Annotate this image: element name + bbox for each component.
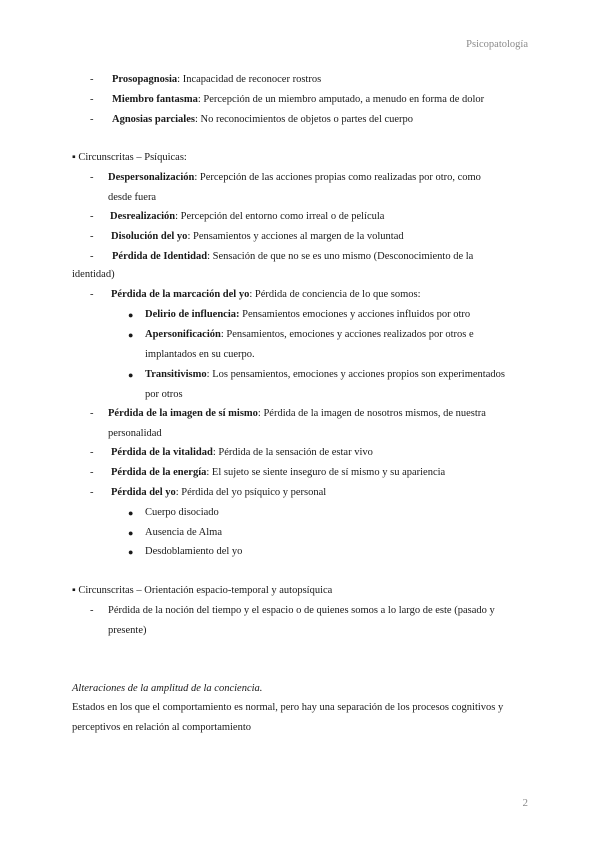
- dash-marker: -: [90, 467, 94, 478]
- list-item-text: [112, 93, 484, 107]
- list-item-text: [110, 210, 384, 224]
- dash-marker: -: [90, 74, 94, 85]
- sub-list-item-text: [145, 308, 470, 322]
- list-item-text: [112, 113, 413, 127]
- term-desc: : Pérdida de conciencia de lo que somos:: [249, 289, 421, 300]
- term: Pérdida de la vitalidad: [111, 447, 213, 458]
- term-desc: : Percepción de un miembro amputado, a menudo en forma de dolor: [197, 94, 485, 105]
- dash-marker: -: [90, 172, 94, 183]
- term: Apersonificación: [145, 329, 221, 340]
- section-heading-psiquicas: ▪ Circunscritas – Psíquicas:: [72, 152, 187, 163]
- term: Despersonalización: [108, 172, 195, 183]
- dash-marker: -: [90, 211, 94, 222]
- term: Disolución del yo: [111, 231, 188, 242]
- dash-marker: -: [90, 94, 94, 105]
- term-desc: : Incapacidad de reconocer rostros: [177, 74, 322, 85]
- list-item-continuation: identidad): [72, 269, 115, 280]
- list-item-text: [108, 407, 486, 421]
- term-desc: : El sujeto se siente inseguro de sí mismo y su apariencia: [206, 467, 446, 478]
- term: Pérdida del yo: [111, 487, 176, 498]
- bullet-marker: ●: [128, 310, 134, 320]
- list-item-text: [112, 250, 473, 264]
- term: Miembro fantasma: [112, 94, 198, 105]
- sub-list-item-text: Ausencia de Alma: [145, 527, 222, 538]
- term: Prosopagnosia: [112, 74, 178, 85]
- bullet-marker: ●: [128, 370, 134, 380]
- list-item-text: [111, 288, 421, 302]
- dash-marker: -: [90, 289, 94, 300]
- paragraph-line: perceptivos en relación al comportamiento: [72, 722, 252, 733]
- term-desc: : Pérdida de la imagen de nosotros mismos, de nuestra: [257, 408, 486, 419]
- dash-marker: -: [90, 231, 94, 242]
- dash-marker: -: [90, 605, 94, 616]
- dash-marker: -: [90, 408, 94, 419]
- dash-marker: -: [90, 487, 94, 498]
- dash-marker: -: [90, 251, 94, 262]
- list-item-continuation: por otros: [145, 389, 183, 400]
- term: Pérdida de la energía: [111, 467, 207, 478]
- list-item-text: [112, 73, 321, 87]
- list-item-continuation: implantados en su cuerpo.: [145, 349, 255, 360]
- term-desc: : No reconocimientos de objetos o partes del cuerpo: [194, 114, 414, 125]
- list-item-text: [111, 486, 326, 500]
- sub-list-item-text: [145, 328, 474, 342]
- term: Agnosias parciales: [112, 114, 195, 125]
- term-desc: : Pérdida de la sensación de estar vivo: [212, 447, 373, 458]
- dash-marker: -: [90, 447, 94, 458]
- sub-list-item-text: [145, 368, 505, 382]
- list-item-text: Pérdida de la noción del tiempo y el espacio o de quienes somos a lo largo de este (pasado y: [108, 605, 495, 616]
- term: Delirio de influencia:: [145, 309, 240, 320]
- term: Pérdida de la marcación del yo: [111, 289, 250, 300]
- term-desc: : Pensamientos y acciones al margen de la voluntad: [187, 231, 404, 242]
- page-number: 2: [522, 797, 528, 809]
- running-header: Psicopatología: [466, 39, 528, 50]
- term: Transitivismo: [145, 369, 207, 380]
- term-desc: : Sensación de que no se es uno mismo (Desconocimiento de la: [207, 251, 474, 262]
- list-item-text: [111, 446, 373, 460]
- term-desc: : Los pensamientos, emociones y acciones propios son experimentados: [206, 369, 505, 380]
- list-item-text: [111, 466, 445, 480]
- term: Pérdida de la imagen de sí mismo: [108, 408, 258, 419]
- term: Pérdida de Identidad: [112, 251, 208, 262]
- bullet-marker: ●: [128, 330, 134, 340]
- term-desc: : Percepción del entorno como irreal o de película: [175, 211, 385, 222]
- list-item-continuation: personalidad: [108, 428, 162, 439]
- list-item-text: [108, 171, 481, 185]
- list-item-continuation: desde fuera: [108, 192, 157, 203]
- dash-marker: -: [90, 114, 94, 125]
- paragraph-line: Estados en los que el comportamiento es normal, pero hay una separación de los procesos cognitivos y: [72, 702, 504, 713]
- bullet-marker: ●: [128, 547, 134, 557]
- section-heading-orientacion: ▪ Circunscritas – Orientación espacio-temporal y autopsíquica: [72, 585, 333, 596]
- term-desc: : Pérdida del yo psíquico y personal: [175, 487, 327, 498]
- term-desc: : Percepción de las acciones propias como realizadas por otro, como: [194, 172, 481, 183]
- sub-list-item-text: Desdoblamiento del yo: [145, 546, 243, 557]
- term-desc: Pensamientos emociones y acciones influidos por otro: [239, 309, 471, 320]
- term-desc: : Pensamientos, emociones y acciones realizados por otros e: [220, 329, 474, 340]
- list-item-continuation: presente): [108, 625, 147, 636]
- bullet-marker: ●: [128, 508, 134, 518]
- sub-list-item-text: Cuerpo disociado: [145, 507, 219, 518]
- term: Desrealización: [110, 211, 176, 222]
- list-item-text: [111, 230, 404, 244]
- section-title-amplitud: Alteraciones de la amplitud de la conciencia.: [72, 683, 263, 694]
- bullet-marker: ●: [128, 528, 134, 538]
